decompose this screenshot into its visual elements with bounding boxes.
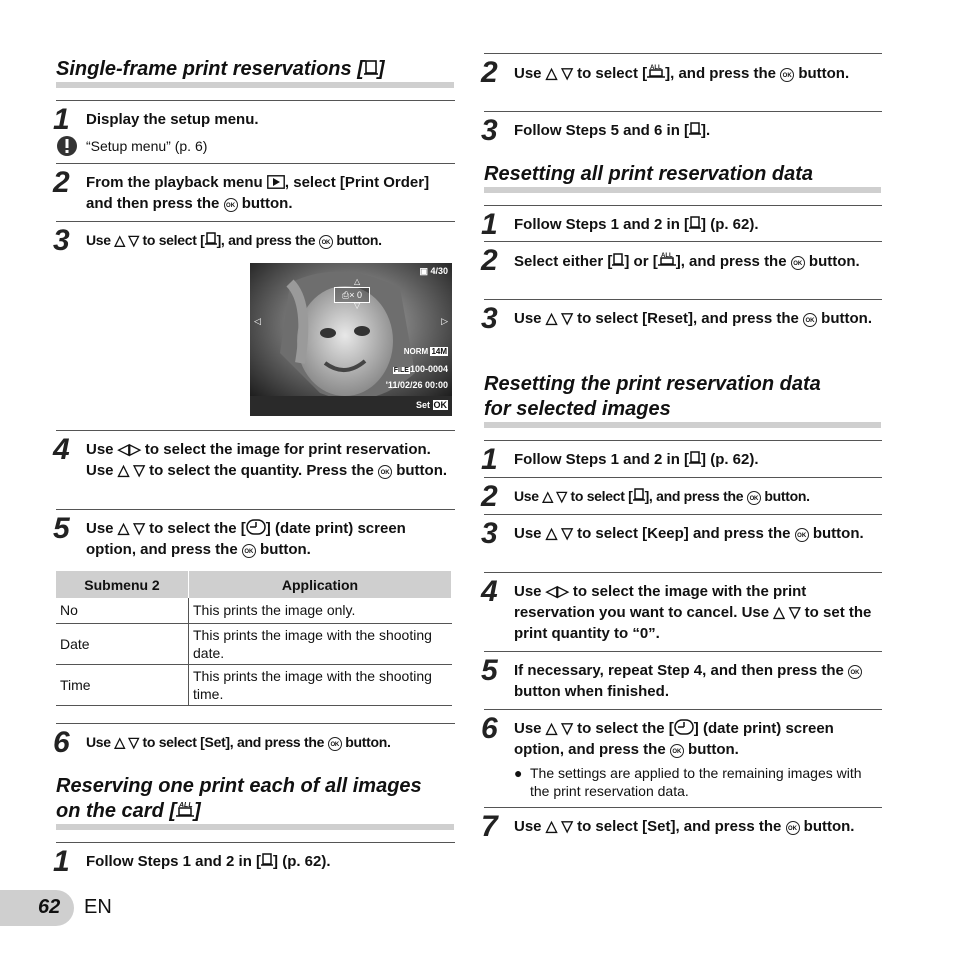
step-text: Use △ ▽ to select the [ ] (date print) screen option, and press the OK button.	[514, 720, 834, 758]
up-down-arrows-icon: △ ▽	[117, 462, 145, 479]
page-number-tab	[0, 890, 74, 926]
all-step-1	[53, 842, 455, 882]
step-text: Use ◁▷ to select the image for print reservation. Use △ ▽ to select the quantity. Press the OK button.	[86, 441, 448, 479]
quality-readout: NORM 14M	[403, 347, 447, 356]
sel-step-6	[481, 709, 882, 807]
right-arrow-icon: ▷	[441, 316, 448, 326]
step-number: 2	[481, 480, 498, 513]
print-single-icon	[205, 231, 217, 247]
print-single-icon	[689, 215, 701, 231]
up-down-arrows-icon: △ ▽	[114, 232, 139, 248]
language-label: EN	[84, 896, 112, 918]
sel-step-5	[481, 651, 882, 709]
step-number: 2	[481, 244, 498, 277]
step-number: 5	[481, 654, 498, 687]
ok-button-icon: OK	[848, 665, 862, 679]
print-single-icon	[612, 252, 624, 268]
step-number: 1	[53, 103, 70, 136]
section-title-single: Single-frame print reservations [ ]	[56, 57, 454, 88]
print-single-icon	[364, 59, 378, 77]
left-right-arrows-icon: ◁▷	[117, 441, 141, 458]
date-time: '11/02/26 00:00	[385, 380, 448, 390]
step-number: 1	[481, 443, 498, 476]
sel-step-1	[481, 440, 882, 477]
up-down-arrows-icon: △ ▽	[114, 734, 139, 750]
step-text: From the playback menu , select [Print Order] and then press the OK button.	[86, 174, 430, 212]
file-number: FILE100-0004	[393, 364, 448, 374]
ok-button-icon: OK	[670, 744, 684, 758]
table-row	[56, 664, 452, 705]
caution-icon	[56, 135, 78, 157]
frame-counter: ▣ 4/30	[419, 266, 448, 276]
up-down-arrows-icon: △ ▽	[773, 604, 801, 621]
svg-text:ALL: ALL	[650, 65, 662, 71]
reset-step-2	[481, 241, 882, 299]
step-number: 3	[481, 114, 498, 147]
sel-step-3	[481, 514, 882, 572]
step-text: Follow Steps 1 and 2 in [ ] (p. 62).	[514, 451, 759, 468]
step-text: Use △ ▽ to select [Set], and press the OK button.	[514, 818, 855, 835]
step-6-set	[53, 723, 455, 763]
reset-step-1	[481, 205, 882, 241]
down-arrow-icon: ▽	[354, 301, 361, 310]
ok-button-icon: OK	[242, 544, 256, 558]
print-single-icon	[689, 121, 701, 137]
step-text: Use △ ▽ to select [ ALL ], and press the OK button.	[514, 62, 874, 84]
table-cell: No	[56, 598, 189, 623]
up-down-arrows-icon: △ ▽	[545, 65, 573, 82]
table-cell: Time	[56, 664, 189, 705]
ok-button-icon: OK	[795, 528, 809, 542]
step-number: 6	[53, 726, 70, 759]
r-step-2	[481, 53, 882, 110]
ok-button-icon: OK	[786, 821, 800, 835]
ok-button-icon: OK	[747, 491, 761, 505]
section-title-all-images: Reserving one print each of all images on the card [ ALL ]	[56, 774, 454, 830]
ok-button-icon: OK	[319, 235, 333, 249]
step-text: Follow Steps 1 and 2 in [ ] (p. 62).	[86, 853, 331, 870]
step-text: Use △ ▽ to select [ ], and press the OK button.	[86, 232, 382, 248]
step-number: 5	[53, 512, 70, 545]
up-down-arrows-icon: △ ▽	[545, 720, 573, 737]
step-number: 3	[481, 302, 498, 335]
step-text: Use △ ▽ to select [Set], and press the OK button.	[86, 734, 391, 750]
table-cell: This prints the image only.	[189, 598, 452, 623]
step-number: 1	[481, 208, 498, 241]
ok-button-icon: OK	[803, 313, 817, 327]
svg-text:ALL: ALL	[660, 253, 673, 259]
ok-button-icon: OK	[791, 256, 805, 270]
page-number: 62	[38, 896, 61, 918]
ok-button-icon: OK	[224, 198, 238, 212]
step-text: Follow Steps 5 and 6 in [ ].	[514, 122, 711, 139]
ok-button-icon: OK	[328, 737, 342, 751]
step-5-date-print	[53, 509, 455, 567]
quantity-box: ⎙× 0	[334, 287, 370, 303]
section-title-reset-selected: Resetting the print reservation data for selected images	[484, 372, 881, 428]
reset-step-3	[481, 299, 882, 357]
svg-text:ALL: ALL	[179, 802, 193, 809]
step-text: Use △ ▽ to select [Keep] and press the OK button.	[514, 525, 864, 542]
up-arrow-icon: △	[354, 277, 361, 286]
print-all-icon	[176, 799, 194, 819]
print-all-icon	[658, 250, 676, 268]
print-all-icon	[647, 62, 665, 80]
set-ok-label: Set OK	[415, 400, 447, 410]
ok-button-icon: OK	[780, 68, 794, 82]
print-qty-icon: ⎙×	[342, 290, 357, 300]
step-text: Use △ ▽ to select [ ], and press the OK button.	[514, 488, 810, 504]
step-text: Follow Steps 1 and 2 in [ ] (p. 62).	[514, 216, 759, 233]
table-cell: This prints the image with the shooting date.	[189, 623, 452, 664]
date-print-icon	[674, 719, 694, 735]
playback-icon	[267, 175, 285, 189]
step-text: Use △ ▽ to select [Reset], and press the OK button.	[514, 310, 872, 327]
up-down-arrows-icon: △ ▽	[117, 520, 145, 537]
step-3-select	[53, 221, 455, 429]
step-text: If necessary, repeat Step 4, and then press the OK button when finished.	[514, 660, 876, 702]
left-arrow-icon: ◁	[254, 316, 261, 326]
print-single-icon	[261, 852, 273, 868]
step-number: 6	[481, 712, 498, 745]
up-down-arrows-icon: △ ▽	[545, 310, 573, 327]
step-text: Select either [ ] or [ ALL ], and press the OK button.	[514, 250, 874, 272]
table-cell: Date	[56, 623, 189, 664]
sel-step-4	[481, 572, 882, 651]
step-number: 2	[481, 56, 498, 89]
bullet-note: ● The settings are applied to the remaining images with the print reservation data.	[514, 765, 862, 799]
bullet-icon: ●	[514, 765, 523, 781]
camera-screen-preview	[250, 263, 452, 416]
table-header: Application	[189, 571, 452, 598]
print-single-icon	[689, 450, 701, 466]
submenu-table	[56, 571, 452, 706]
step-number: 1	[53, 845, 70, 878]
step-number: 3	[53, 224, 70, 257]
left-right-arrows-icon: ◁▷	[545, 583, 569, 600]
step-text: Use ◁▷ to select the image with the print reservation you want to cancel. Use △ ▽ to set the print quantity to “0”.	[514, 583, 872, 642]
step-note: “Setup menu” (p. 6)	[86, 138, 208, 154]
step-text: Use △ ▽ to select the [ ] (date print) screen option, and press the OK button.	[86, 520, 406, 558]
step-number: 3	[481, 517, 498, 550]
date-print-icon	[246, 519, 266, 535]
table-header: Submenu 2	[56, 571, 189, 598]
sel-step-2	[481, 477, 882, 514]
table-cell: This prints the image with the shooting time.	[189, 664, 452, 705]
table-row	[56, 598, 452, 623]
step-text: Display the setup menu.	[86, 111, 259, 128]
print-single-icon	[633, 487, 645, 503]
sel-step-7	[481, 807, 882, 865]
step-number: 2	[53, 166, 70, 199]
child-photo	[250, 263, 452, 416]
step-1-display-setup	[53, 100, 455, 162]
up-down-arrows-icon: △ ▽	[545, 525, 573, 542]
r-step-3	[481, 111, 882, 151]
ok-button-icon: OK	[378, 465, 392, 479]
step-4-select-image	[53, 430, 455, 508]
up-down-arrows-icon: △ ▽	[542, 488, 567, 504]
table-row	[56, 623, 452, 664]
step-2-playback-menu	[53, 163, 455, 220]
card-icon: ▣	[419, 266, 431, 276]
section-title-reset-all: Resetting all print reservation data	[484, 162, 881, 193]
step-number: 7	[481, 810, 498, 843]
up-down-arrows-icon: △ ▽	[545, 818, 573, 835]
step-number: 4	[481, 575, 498, 608]
step-number: 4	[53, 433, 70, 466]
